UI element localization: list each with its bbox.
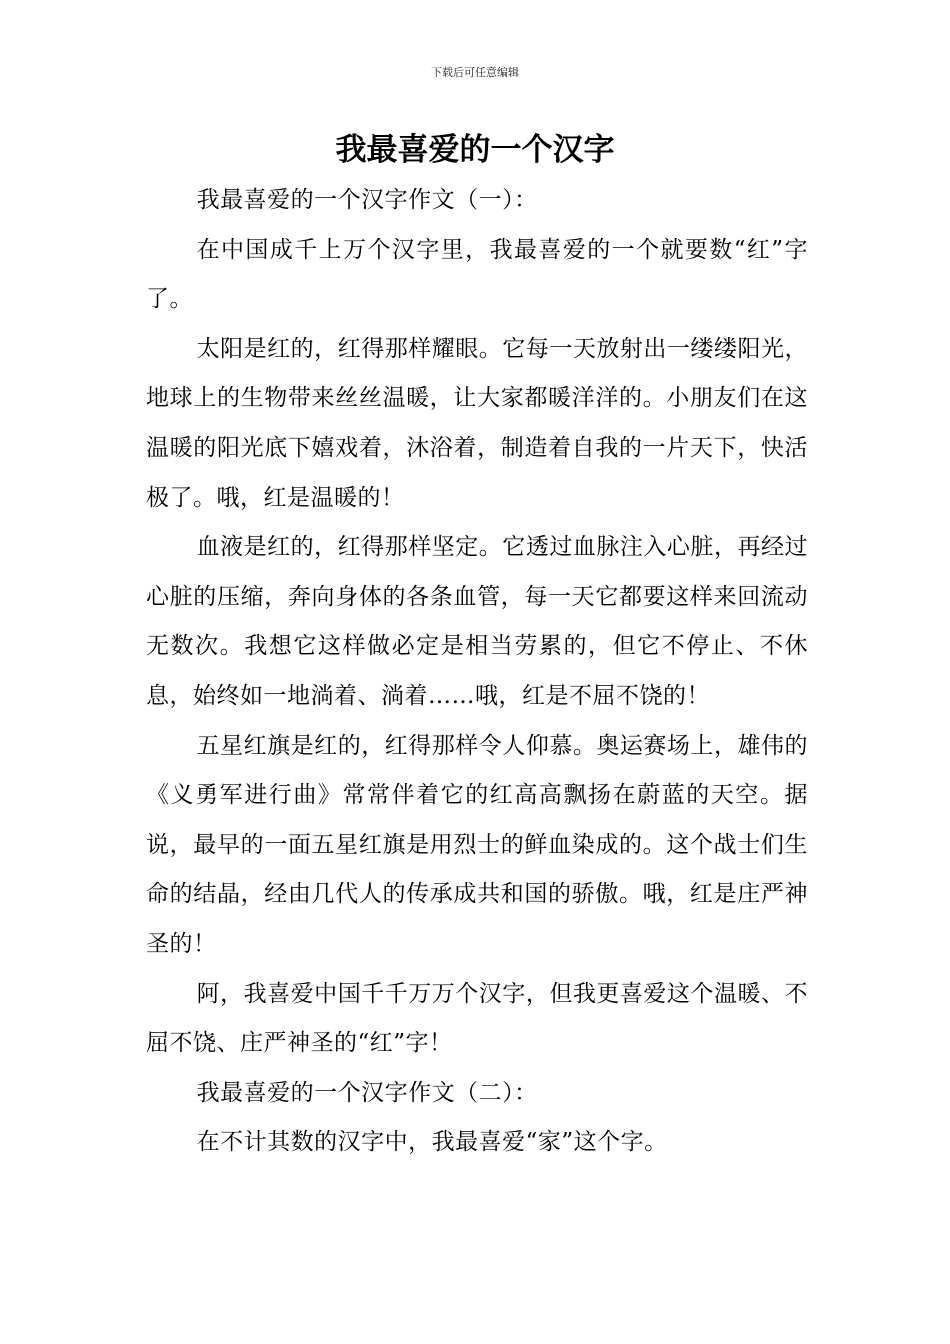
header-note: 下载后可任意编辑 [431, 66, 519, 79]
paragraph-sun: 太阳是红的，红得那样耀眼。它每一天放射出一缕缕阳光，地球上的生物带来丝丝温暖，让大家都暖洋洋的。小朋友们在这温暖的阳光底下嬉戏着，沐浴着，制造着自我的一片天下，快活极了。哦，红是温暖的！ [146, 335, 808, 511]
paragraph-conclusion: 阿，我喜爱中国千千万万个汉字，但我更喜爱这个温暖、不屈不饶、庄严神圣的“红”字！ [146, 980, 808, 1057]
paragraph-intro: 在中国成千上万个汉字里，我最喜爱的一个就要数“红”字了。 [146, 236, 808, 313]
section-heading-two: 我最喜爱的一个汉字作文（二）： [196, 1079, 538, 1106]
paragraph-blood: 血液是红的，红得那样坚定。它透过血脉注入心脏，再经过心脏的压缩，奔向身体的各条血管，每一天它都要这样来回流动无数次。我想它这样做必定是相当劳累的，但它不停止、不休息，始终如一地淌着、淌着……哦，红是不屈不饶的！ [146, 534, 808, 709]
paragraph-home-intro: 在不计其数的汉字中，我最喜爱“家”这个字。 [196, 1129, 668, 1156]
section-heading-one: 我最喜爱的一个汉字作文（一）： [196, 187, 538, 213]
paragraph-flag: 五星红旗是红的，红得那样令人仰慕。奥运赛场上，雄伟的《义勇军进行曲》常常伴着它的红高高飘扬在蔚蓝的天空。据说，最早的一面五星红旗是用烈士的鲜血染成的。这个战士们生命的结晶，经由几代人的传承成共和国的骄傲。哦，红是庄严神圣的！ [146, 732, 808, 957]
document-title: 我最喜爱的一个汉字 [335, 132, 615, 168]
document-body [146, 176, 808, 1168]
